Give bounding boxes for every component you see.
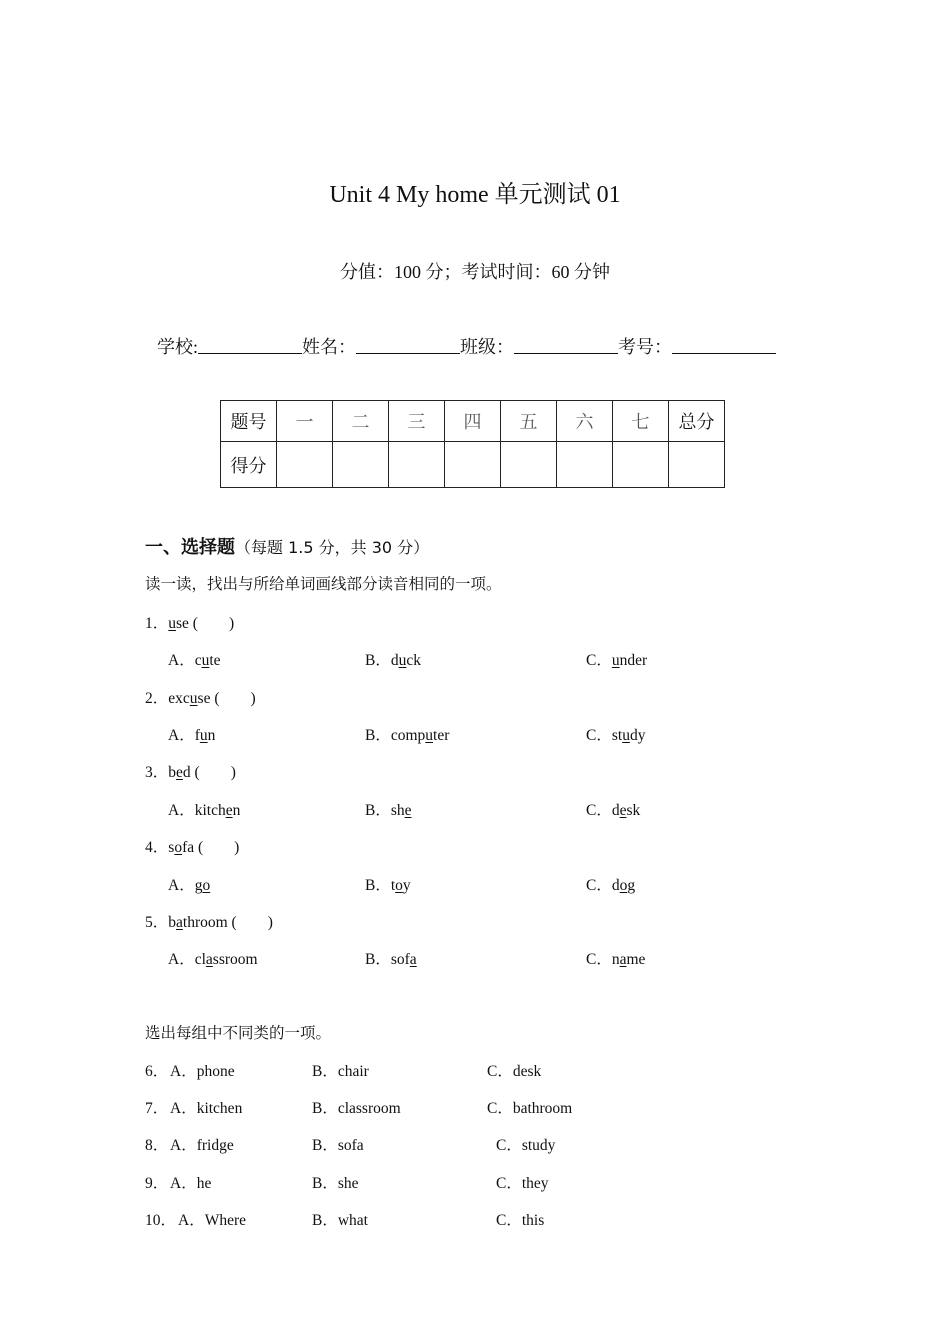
section-heading — [145, 533, 429, 559]
underlined-letter: u — [168, 615, 177, 632]
table-cell: 四 — [445, 401, 501, 442]
section-title: 一、选择题 — [145, 537, 235, 557]
q4-option-b[interactable]: B．toy — [365, 877, 411, 894]
q1-option-a[interactable]: A．cute — [168, 652, 221, 669]
q2-option-a[interactable]: A．fun — [168, 727, 216, 744]
q10-option-b[interactable]: B．what — [312, 1212, 368, 1229]
q7-option-c[interactable]: C．bathroom — [487, 1100, 573, 1117]
table-cell: 六 — [557, 401, 613, 442]
question-4: 4．sofa ( ) — [145, 839, 240, 856]
student-info-row — [157, 333, 776, 359]
q4-option-a[interactable]: A．go — [168, 877, 211, 894]
exam-subtitle: 分值：100 分；考试时间：60 分钟 — [340, 262, 610, 282]
score-entry-cell[interactable] — [501, 442, 557, 488]
table-cell: 题号 — [221, 401, 277, 442]
table-cell: 三 — [389, 401, 445, 442]
q3-option-b[interactable]: B．she — [365, 802, 412, 819]
underlined-letter: u — [189, 690, 198, 707]
q1-option-c[interactable]: C．under — [586, 652, 648, 669]
score-table-header-row — [221, 401, 725, 442]
q2-option-c[interactable]: C．study — [586, 727, 646, 744]
question-3: 3．bed ( ) — [145, 764, 236, 781]
score-table — [220, 400, 725, 488]
question-7-number: 7． — [145, 1100, 169, 1117]
q1-option-b[interactable]: B．duck — [365, 652, 421, 669]
score-entry-cell[interactable] — [445, 442, 501, 488]
class-blank[interactable] — [514, 335, 618, 354]
table-cell: 二 — [333, 401, 389, 442]
q4-option-c[interactable]: C．dog — [586, 877, 636, 894]
class-label: 班级： — [460, 337, 515, 357]
q5-option-a[interactable]: A．classroom — [168, 951, 258, 968]
page-title: Unit 4 My home 单元测试 01 — [329, 182, 621, 208]
q10-option-a[interactable]: A．Where — [178, 1212, 246, 1229]
underlined-letter: e — [176, 764, 183, 781]
q5-option-c[interactable]: C．name — [586, 951, 646, 968]
q6-option-c[interactable]: C．desk — [487, 1063, 542, 1080]
q8-option-c[interactable]: C．study — [496, 1137, 556, 1154]
exam-no-label: 考号： — [618, 337, 673, 357]
q6-option-a[interactable]: A．phone — [170, 1063, 235, 1080]
table-cell: 一 — [277, 401, 333, 442]
q5-option-b[interactable]: B．sofa — [365, 951, 417, 968]
q9-option-c[interactable]: C．they — [496, 1175, 549, 1192]
instruction-pronunciation: 读一读，找出与所给单词画线部分读音相同的一项。 — [145, 576, 502, 593]
name-blank[interactable] — [356, 335, 460, 354]
q6-option-b[interactable]: B．chair — [312, 1063, 369, 1080]
table-cell: 总分 — [669, 401, 725, 442]
score-entry-cell[interactable] — [277, 442, 333, 488]
exam-no-blank[interactable] — [672, 335, 776, 354]
q9-option-b[interactable]: B．she — [312, 1175, 359, 1192]
instruction-odd-one-out: 选出每组中不同类的一项。 — [145, 1025, 332, 1042]
question-6-number: 6． — [145, 1063, 169, 1080]
school-label: 学校: — [157, 337, 199, 357]
question-10-number: 10． — [145, 1212, 177, 1229]
question-8-number: 8． — [145, 1137, 169, 1154]
q9-option-a[interactable]: A．he — [170, 1175, 212, 1192]
underlined-letter: o — [174, 839, 183, 856]
q7-option-b[interactable]: B．classroom — [312, 1100, 401, 1117]
name-label: 姓名： — [302, 337, 357, 357]
score-entry-cell[interactable] — [669, 442, 725, 488]
score-entry-cell[interactable] — [613, 442, 669, 488]
score-entry-cell[interactable] — [333, 442, 389, 488]
table-cell: 七 — [613, 401, 669, 442]
table-cell: 得分 — [221, 442, 277, 488]
q3-option-a[interactable]: A．kitchen — [168, 802, 241, 819]
school-blank[interactable] — [198, 335, 302, 354]
q8-option-b[interactable]: B．sofa — [312, 1137, 364, 1154]
underlined-letter: a — [176, 914, 183, 931]
question-2: 2．excuse ( ) — [145, 690, 256, 707]
score-entry-cell[interactable] — [389, 442, 445, 488]
question-1: 1．use ( ) — [145, 615, 235, 632]
question-9-number: 9． — [145, 1175, 169, 1192]
q3-option-c[interactable]: C．desk — [586, 802, 641, 819]
section-points: （每题 1.5 分，共 30 分） — [235, 538, 430, 557]
q7-option-a[interactable]: A．kitchen — [170, 1100, 243, 1117]
question-5: 5．bathroom ( ) — [145, 914, 273, 931]
q2-option-b[interactable]: B．computer — [365, 727, 450, 744]
score-table-score-row — [221, 442, 725, 488]
score-entry-cell[interactable] — [557, 442, 613, 488]
table-cell: 五 — [501, 401, 557, 442]
q10-option-c[interactable]: C．this — [496, 1212, 545, 1229]
q8-option-a[interactable]: A．fridge — [170, 1137, 234, 1154]
